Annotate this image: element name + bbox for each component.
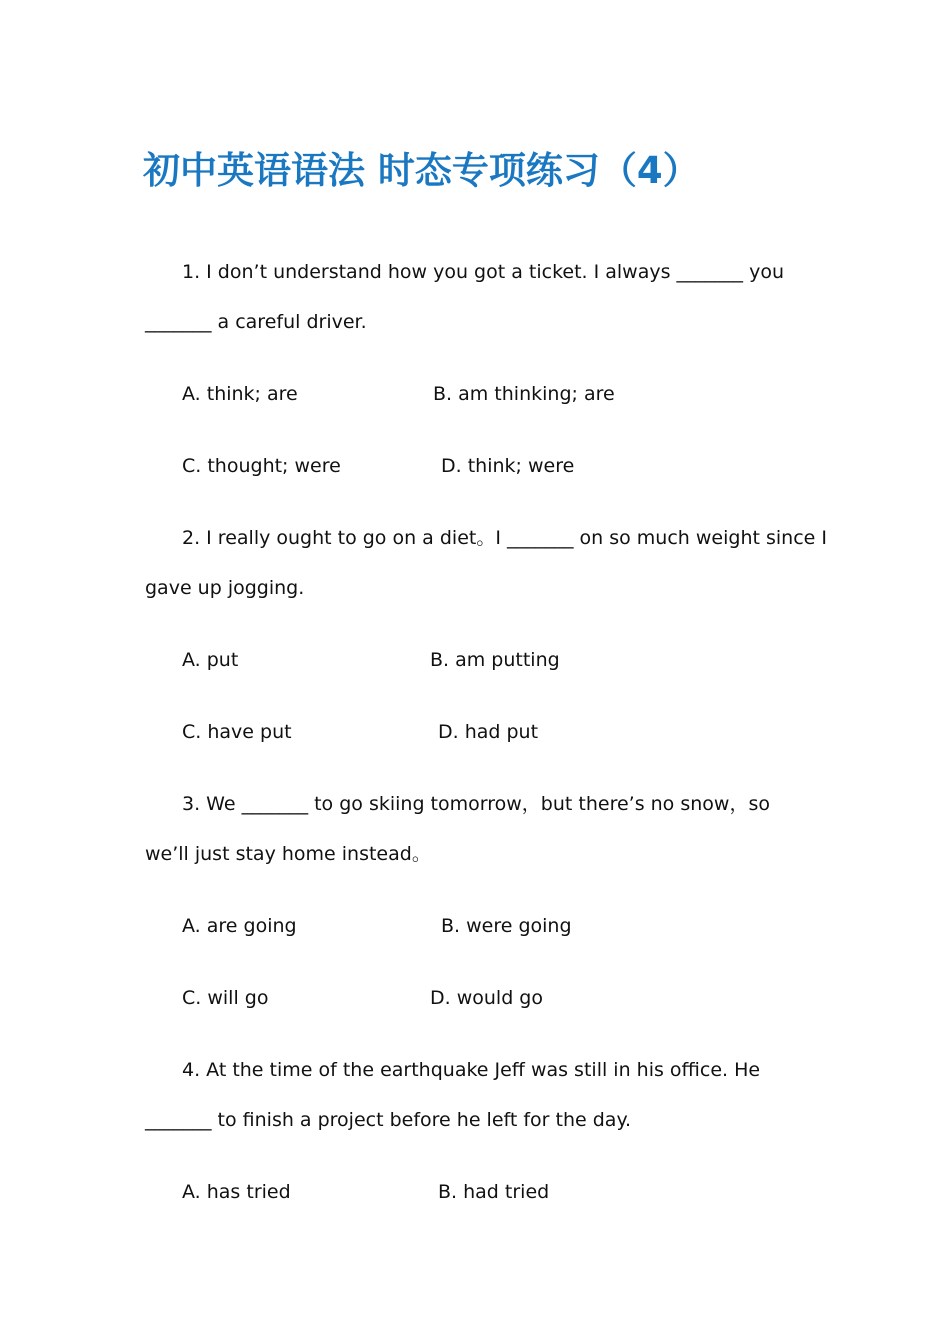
question-1-option-b: B. am thinking; are — [433, 383, 615, 405]
question-2-option-b: B. am putting — [430, 649, 560, 671]
question-3-option-b: B. were going — [441, 915, 572, 937]
question-4-option-b: B. had tried — [438, 1181, 550, 1203]
question-4-line-1: 4. At the time of the earthquake Jeff was still in his office. He — [182, 1059, 761, 1081]
question-1-option-a: A. think; are — [182, 383, 298, 405]
question-4-option-a: A. has tried — [182, 1181, 291, 1203]
question-1-line-1: 1. I don’t understand how you got a ticket. I always _______ you — [182, 261, 784, 283]
question-3-line-1: 3. We _______ to go skiing tomorrow，but there’s no snow，so — [182, 793, 770, 815]
document-title: 初中英语语法 时态专项练习（4） — [143, 149, 700, 192]
question-3-option-d: D. would go — [430, 987, 543, 1009]
question-2-line-1: 2. I really ought to go on a diet。I _______ on so much weight since I — [182, 527, 827, 549]
question-1-option-c: C. thought; were — [182, 455, 341, 477]
question-2-option-a: A. put — [182, 649, 239, 671]
question-3-option-a: A. are going — [182, 915, 297, 937]
question-1-option-d: D. think; were — [441, 455, 575, 477]
question-4-line-2: _______ to finish a project before he left for the day. — [145, 1109, 632, 1131]
question-1-line-2: _______ a careful driver. — [145, 311, 367, 333]
question-3-line-2: we’ll just stay home instead。 — [145, 843, 431, 865]
question-2-option-c: C. have put — [182, 721, 292, 743]
question-3-option-c: C. will go — [182, 987, 269, 1009]
question-2-line-2: gave up jogging. — [145, 577, 305, 599]
question-2-option-d: D. had put — [438, 721, 539, 743]
